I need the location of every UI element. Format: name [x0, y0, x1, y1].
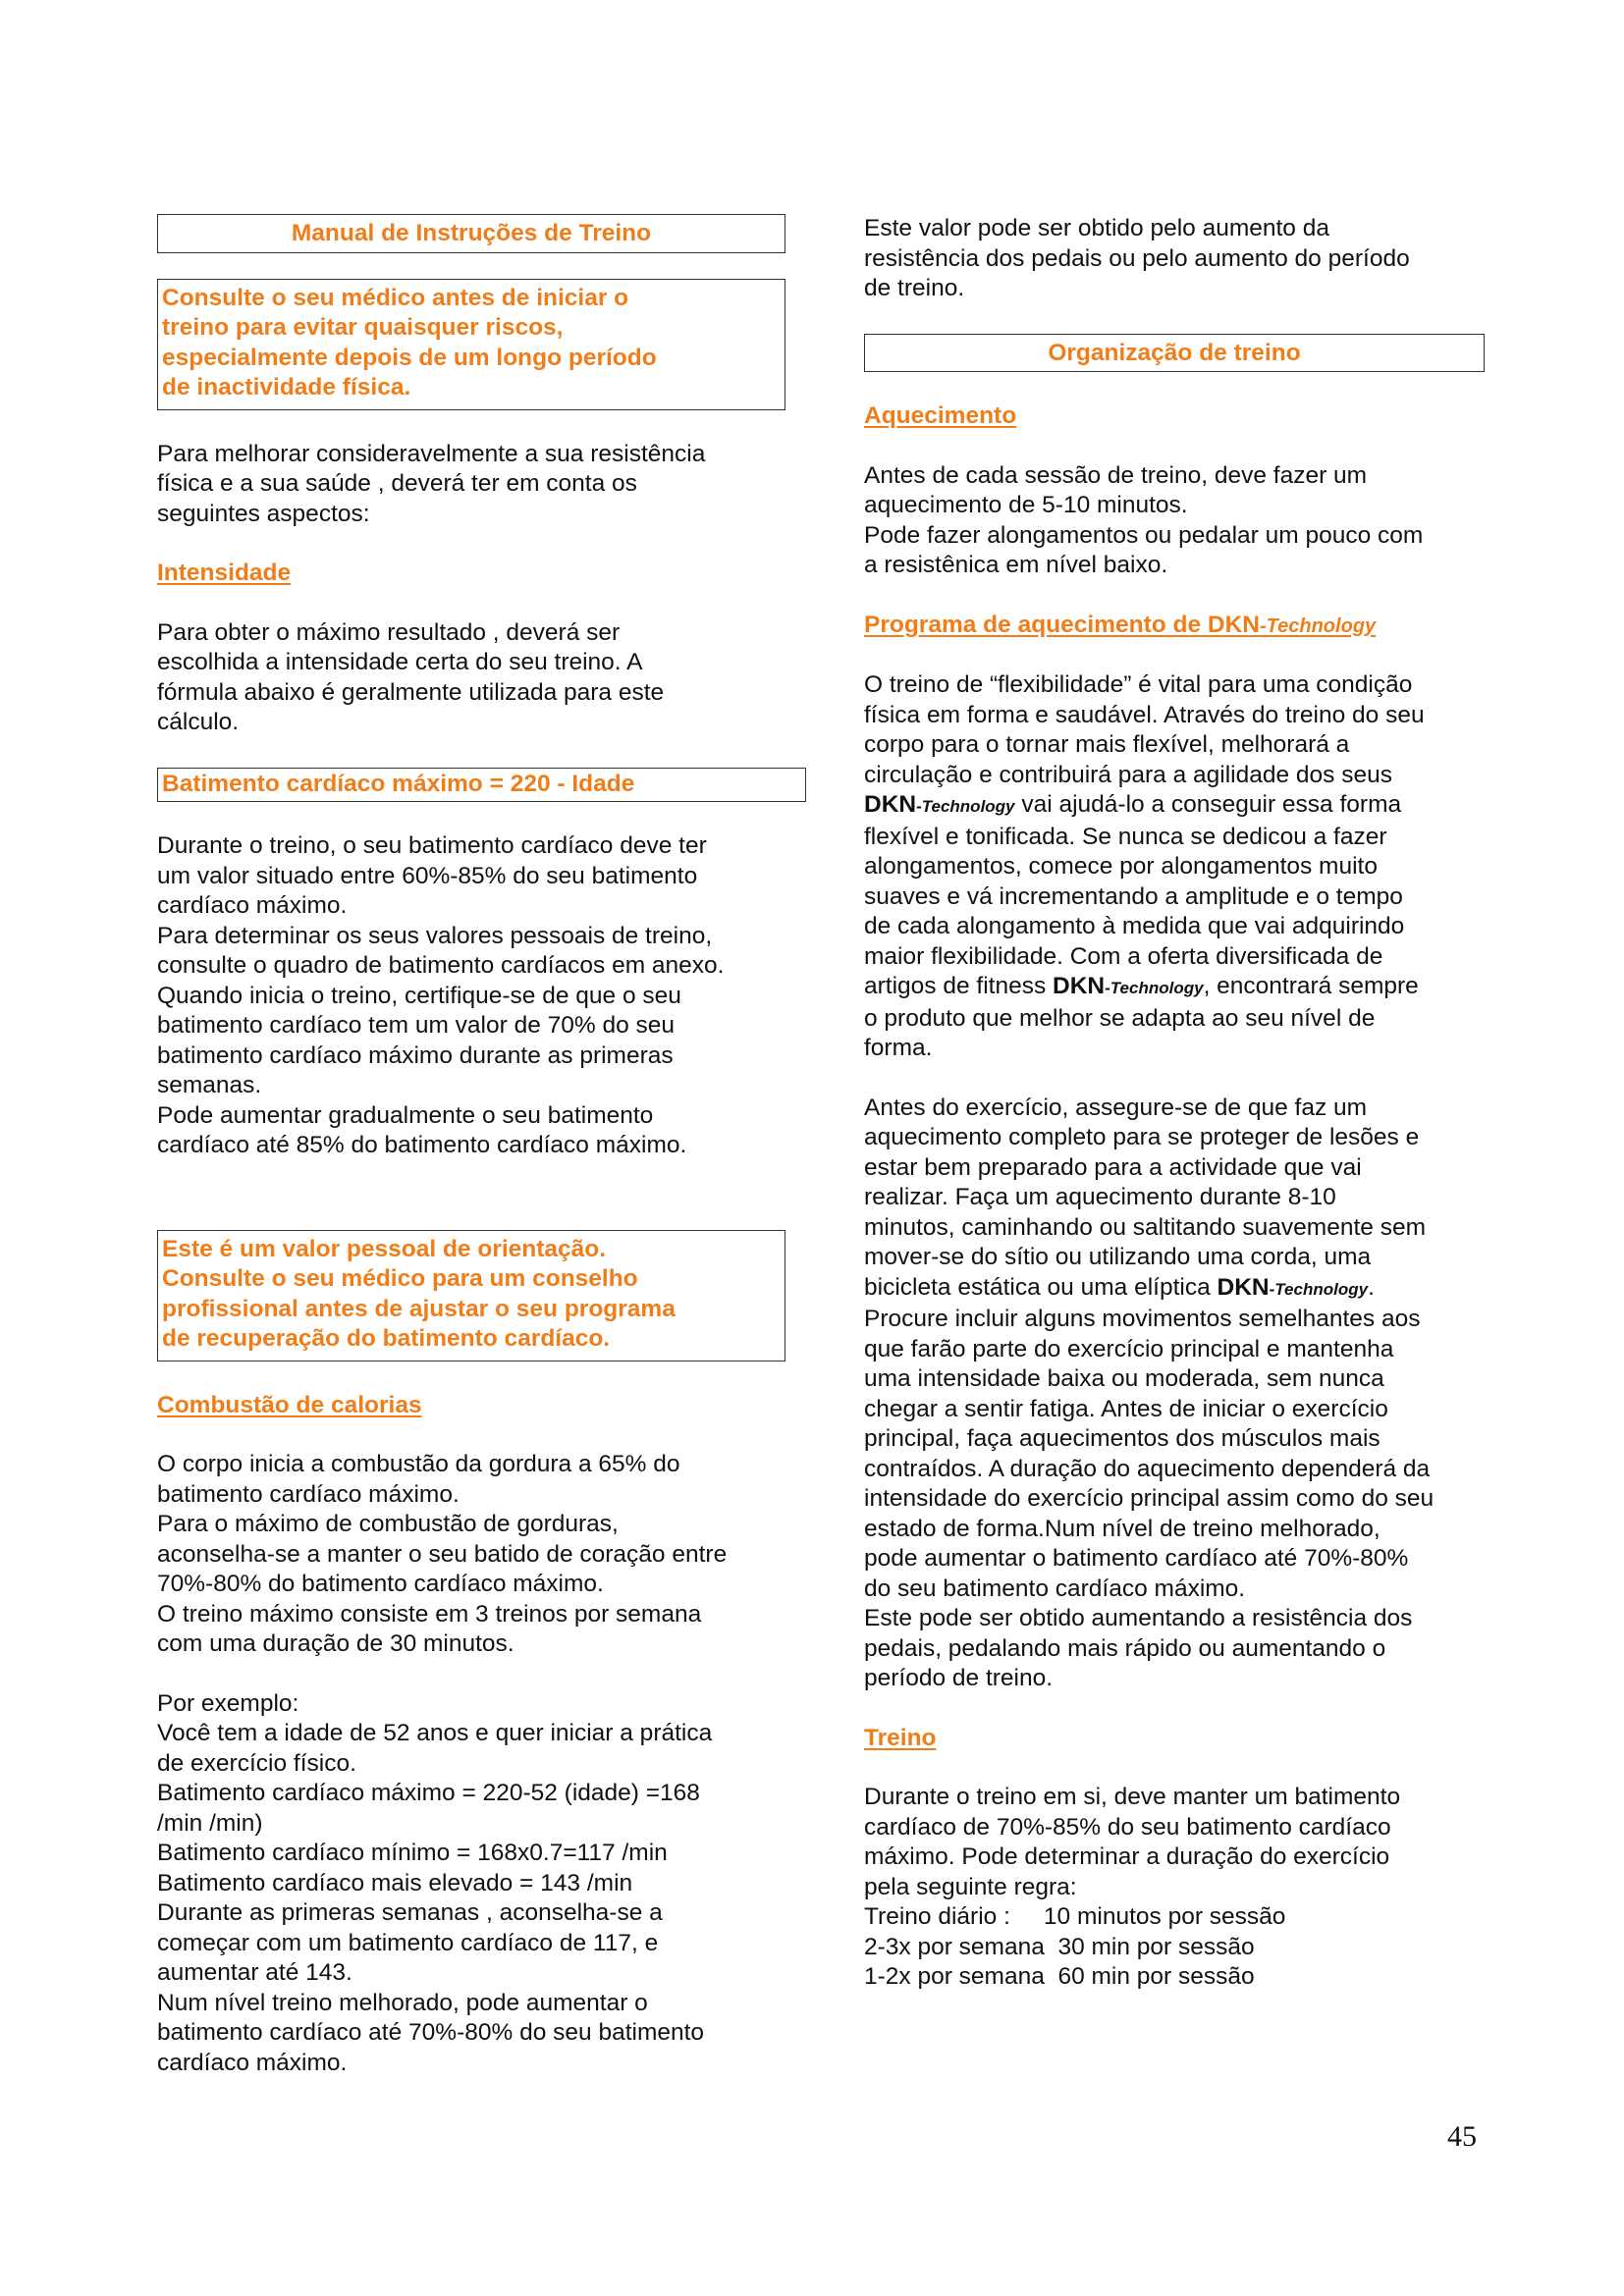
training-heading: Treino [864, 1724, 937, 1751]
organization-title: Organização de treino [864, 334, 1485, 373]
training-paragraph: Durante o treino em si, deve manter um batimento cardíaco de 70%-85% do seu batimento cardíaco máximo. Pode determinar a duração do exercício pela seguinte regra: [864, 1784, 1401, 1900]
doctor-warning-box: Consulte o seu médico antes de iniciar o treino para evitar quaisquer riscos, especialmente depois de um longo período de inactividade física. [157, 279, 785, 410]
manual-title: Manual de Instruções de Treino [157, 214, 785, 253]
intensity-paragraph: Para obter o máximo resultado , deverá ser escolhida a intensidade certa do seu treino. A fórmula abaixo é geralmente utilizada para este cálculo. [157, 618, 665, 735]
schedule-line: 2-3x por semana 30 min por sessão [864, 1933, 1255, 1960]
training-schedule [864, 1902, 1492, 1993]
calories-paragraph: O corpo inicia a combustão da gordura a 65% do batimento cardíaco máximo. Para o máximo de combustão de gorduras, aconselha-se a manter o seu batido de coração entre 70%-80% do batimento cardíaco máximo. O treino máximo consiste em 3 treinos por semana com uma duração de 30 minutos. [157, 1451, 728, 1657]
schedule-line: Treino diário : 10 minutos por sessão [864, 1903, 1286, 1930]
program-heading: Programa de aquecimento de DKN-Technology [864, 611, 1377, 638]
left-column [157, 214, 785, 2078]
warmup-heading: Aquecimento [864, 402, 1017, 429]
calories-heading: Combustão de calorias [157, 1391, 422, 1418]
example-paragraph: Por exemplo: Você tem a idade de 52 anos e quer iniciar a prática de exercício físico. Batimento cardíaco máximo = 220-52 (idade) =168 /min /min) Batimento cardíaco mínimo = 168x0.7=117 /min Batimento cardíaco mais elevado = 143 /min Durante as primeras semanas , aconselha-se a começar com um batimento cardíaco de 117, e aumentar até 143. Num nível treino melhorado, pode aumentar o batimento cardíaco até 70%-80% do seu batimento cardíaco máximo. [157, 1689, 713, 2076]
schedule-line: 1-2x por semana 60 min por sessão [864, 1963, 1255, 1990]
resistance-paragraph: Este valor pode ser obtido pelo aumento da resistência dos pedais ou pelo aumento do período de treino. [864, 215, 1410, 301]
intensity-heading: Intensidade [157, 560, 292, 586]
right-column [864, 214, 1492, 1993]
heart-rate-paragraph: Durante o treino, o seu batimento cardíaco deve ter um valor situado entre 60%-85% do seu batimento cardíaco máximo. Para determinar os seus valores pessoais de treino, consulte o quadro de batimento cardíacos em anexo. Quando inicia o treino, certifique-se de que o seu batimento cardíaco tem um valor de 70% do seu batimento cardíaco máximo durante as primeras semanas. Pode aumentar gradualmente o seu batimento cardíaco até 85% do batimento cardíaco máximo. [157, 832, 725, 1158]
page-number: 45 [1447, 2120, 1477, 2153]
intro-paragraph: Para melhorar consideravelmente a sua resistência física e a sua saúde , deverá ter em conta os seguintes aspectos: [157, 440, 706, 527]
warmup-paragraph: Antes de cada sessão de treino, deve fazer um aquecimento de 5-10 minutos. Pode fazer alongamentos ou pedalar um pouco com a resistênica em nível baixo. [864, 461, 1424, 578]
formula-box: Batimento cardíaco máximo = 220 - Idade [157, 768, 806, 803]
before-exercise-paragraph: Antes do exercício, assegure-se de que faz um aquecimento completo para se proteger de lesões e estar bem preparado para a actividade que vai realizar. Faça um aquecimento durante 8-10 minutos, caminhando ou saltitando suavemente sem mover-se do sítio ou utilizando uma corda, uma bicicleta estática ou uma elíptica DKN-Technology. Procure incluir alguns movimentos semelhantes aos que farão parte do exercício principal e mantenha uma intensidade baixa ou moderada, sem nunca chegar a sentir fatiga. Antes de iniciar o exercício principal, faça aquecimentos dos músculos mais contraídos. A duração do aquecimento dependerá da intensidade do exercício principal assim como do seu estado de forma.Num nível de treino melhorado, pode aumentar o batimento cardíaco até 70%-80% do seu batimento cardíaco máximo. Este pode ser obtido aumentando a resistência dos pedais, pedalando mais rápido ou aumentando o período de treino. [864, 1094, 1435, 1691]
orientation-note-box: Este é um valor pessoal de orientação. Consulte o seu médico para um conselho profissional antes de ajustar o seu programa de recuperação do batimento cardíaco. [157, 1230, 785, 1362]
flexibility-paragraph: O treino de “flexibilidade” é vital para uma condição física em forma e saudável. Através do treino do seu corpo para o tornar mais flexível, melhorará a circulação e contribuirá para a agilidade dos seus DKN-Technology vai ajudá-lo a conseguir essa forma flexível e tonificada. Se nunca se dedicou a fazer alongamentos, comece por alongamentos muito suaves e vá incrementando a amplitude e o tempo de cada alongamento à medida que vai adquirindo maior flexibilidade. Com a oferta diversificada de artigos de fitness DKN-Technology, encontrará sempre o produto que melhor se adapta ao seu nível de forma. [864, 671, 1425, 1061]
